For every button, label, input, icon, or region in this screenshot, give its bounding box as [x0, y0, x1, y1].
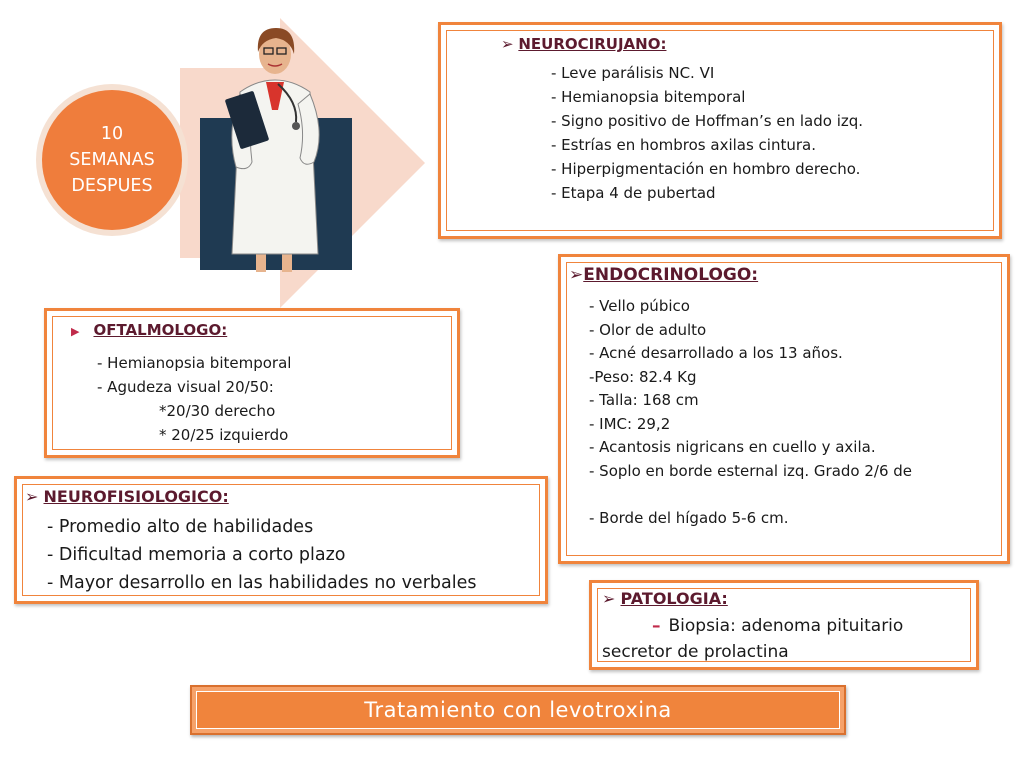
list-subitem: * 20/25 izquierdo: [159, 426, 289, 444]
list-item: - Talla: 168 cm: [589, 391, 699, 409]
list-item: - Olor de adulto: [589, 320, 707, 339]
arrow-bullet-icon: ➢: [501, 35, 514, 53]
endocrinologo-header: [569, 265, 758, 285]
tratamiento-label: Tratamiento con levotroxina: [364, 698, 672, 722]
weeks-circle: [36, 84, 188, 236]
patologia-line1: Biopsia: adenoma pituitario: [668, 616, 904, 636]
oftalmologo-list: [97, 351, 291, 447]
patologia-header: [602, 589, 728, 608]
list-item: - Agudeza visual 20/50:: [97, 378, 274, 396]
triangle-bullet-icon: ▶: [71, 325, 80, 338]
neurocirujano-box: [438, 22, 1002, 239]
patologia-line2: secretor de prolactina: [602, 642, 789, 662]
list-item: - Signo positivo de Hoffman’s en lado izq.: [551, 112, 864, 130]
tratamiento-banner-inner: [196, 691, 840, 729]
list-item: - Acné desarrollado a los 13 años.: [589, 344, 843, 362]
neurocirujano-header: [501, 35, 666, 53]
list-item: - Vello púbico: [589, 297, 690, 315]
neurofisiologico-box: [14, 476, 548, 604]
list-item: - Etapa 4 de pubertad: [551, 184, 716, 202]
dash-bullet: –: [652, 616, 661, 636]
patologia-box: [589, 580, 979, 670]
list-item: [602, 613, 903, 639]
oftalmologo-header: [71, 321, 227, 339]
weeks-label: SEMANAS: [69, 150, 155, 170]
neurofisiologico-header: [25, 487, 229, 506]
neurocirujano-list: [551, 61, 863, 205]
list-item: - Promedio alto de habilidades: [47, 517, 314, 537]
list-item: - Soplo en borde esternal izq. Grado 2/6 de: [589, 461, 913, 480]
list-item: - IMC: 29,2: [589, 414, 671, 433]
list-item: - Hemianopsia bitemporal: [97, 354, 292, 372]
oftalmologo-title: OFTALMOLOGO:: [93, 321, 228, 339]
neurocirujano-title: NEUROCIRUJANO:: [518, 35, 667, 53]
list-item: - Dificultad memoria a corto plazo: [47, 545, 346, 565]
arrow-bullet-icon: ➢: [25, 487, 39, 506]
patologia-title: PATOLOGIA:: [620, 589, 728, 608]
list-item: - Estrías en hombros axilas cintura.: [551, 136, 816, 154]
arrow-bullet-icon: ➢: [569, 265, 584, 285]
weeks-number: 10: [100, 124, 124, 144]
list-item: - Acantosis nigricans en cuello y axila.: [589, 438, 876, 456]
list-item: - Mayor desarrollo en las habilidades no verbales: [47, 573, 477, 593]
neurofisiologico-list: [47, 513, 476, 597]
endocrinologo-title: ENDOCRINOLOGO:: [583, 265, 759, 285]
tratamiento-banner: [190, 685, 846, 735]
list-item: - Borde del hígado 5-6 cm.: [589, 508, 789, 527]
weeks-after-label: DESPUES: [71, 176, 153, 196]
list-item: -Peso: 82.4 Kg: [589, 367, 697, 386]
list-item: - Hemianopsia bitemporal: [551, 88, 746, 106]
list-subitem: *20/30 derecho: [159, 402, 276, 420]
list-item: - Leve parálisis NC. VI: [551, 64, 715, 82]
endocrinologo-list: [589, 295, 912, 530]
arrow-bullet-icon: ➢: [602, 589, 616, 608]
list-item: - Hiperpigmentación en hombro derecho.: [551, 160, 861, 178]
neurofisiologico-title: NEUROFISIOLOGICO:: [43, 487, 229, 506]
endocrinologo-box: [558, 254, 1010, 564]
oftalmologo-box: [44, 308, 460, 458]
patologia-list: [602, 613, 903, 665]
doctor-illustration: [218, 22, 338, 272]
list-item-blank: [589, 483, 912, 507]
